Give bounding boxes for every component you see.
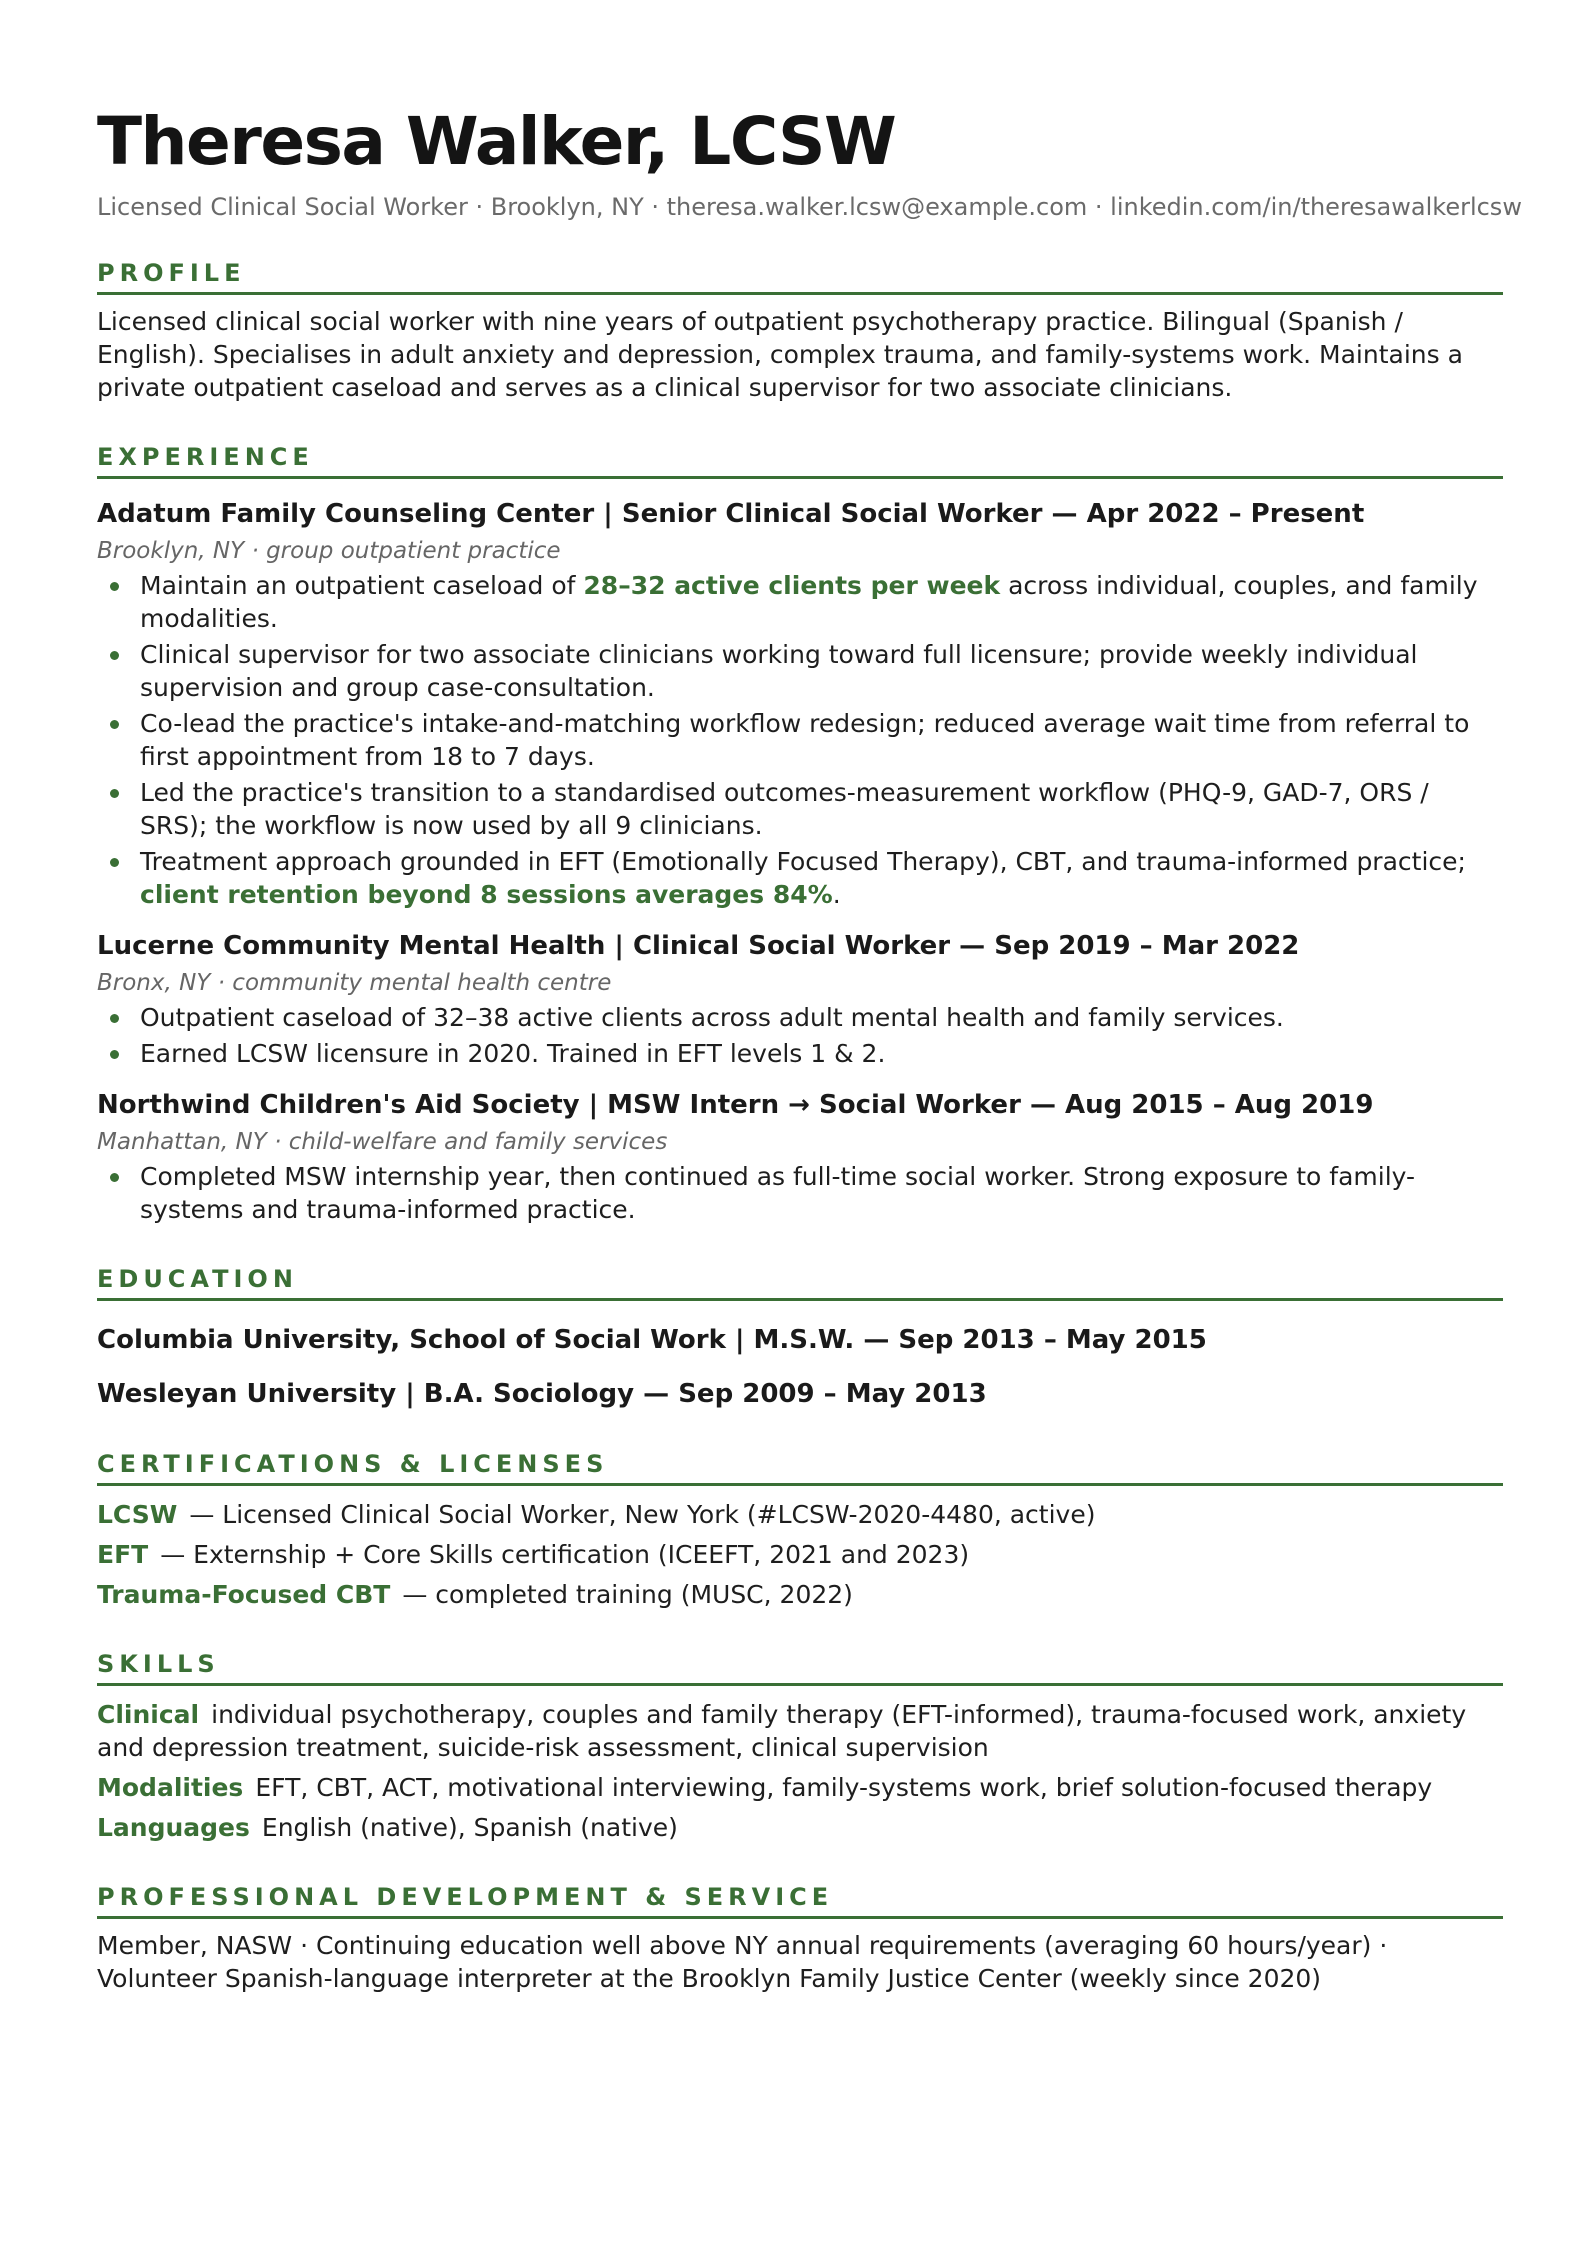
bullet-dot-icon — [110, 720, 119, 729]
certification-item — [97, 1578, 1503, 1611]
bullet-dot-icon — [110, 789, 119, 798]
experience-section — [97, 442, 1503, 1226]
section-title-experience: EXPERIENCE — [97, 442, 1503, 479]
skill-value: EFT, CBT, ACT, motivational interviewing, family-systems work, brief solution-focused therapy — [255, 1773, 1433, 1802]
candidate-name: Theresa Walker, LCSW — [97, 103, 896, 180]
profile-text: Licensed clinical social worker with nine years of outpatient psychotherapy practice. Bilingual (Spanish / English). Specialises in adult anxiety and depression, complex trauma, and family-systems work. Maintains a private outpatient caseload and serves as a clinical supervisor for two associate clinicians. — [97, 307, 1463, 402]
education-item: Columbia University, School of Social Work | M.S.W. — Sep 2013 – May 2015 — [97, 1325, 1207, 1355]
job-bullets — [97, 569, 1503, 911]
skill-key: Modalities — [97, 1773, 244, 1802]
job-heading: Northwind Children's Aid Society | MSW Intern → Social Worker — Aug 2015 – Aug 2019 — [97, 1090, 1374, 1120]
job-entry — [97, 929, 1503, 1070]
bullet-dot-icon — [110, 858, 119, 867]
bullet-text: Co-lead the practice's intake-and-matching workflow redesign; reduced average wait time from referral to first appointment from 18 to 7 days. — [140, 709, 1470, 771]
bullet-dot-icon — [110, 1014, 119, 1023]
bullet-text: Outpatient caseload of 32–38 active clients across adult mental health and family services. — [140, 1003, 1284, 1032]
bullet-item — [97, 1160, 1503, 1226]
bullet-text: Completed MSW internship year, then continued as full-time social worker. Strong exposure to family-systems and trauma-informed practice. — [140, 1162, 1416, 1224]
bullet-text: Treatment approach grounded in EFT (Emotionally Focused Therapy), CBT, and trauma-informed practice; — [140, 847, 1466, 876]
certification-value: — Externship + Core Skills certification (ICEEFT, 2021 and 2023) — [160, 1540, 970, 1569]
certification-item — [97, 1538, 1503, 1571]
certification-key: LCSW — [97, 1500, 178, 1529]
bullet-highlight: 28–32 active clients per week — [583, 571, 1001, 600]
bullet-dot-icon — [110, 582, 119, 591]
skill-key: Clinical — [97, 1700, 200, 1729]
bullet-text: Maintain an outpatient caseload of — [140, 571, 584, 600]
section-title-certifications: CERTIFICATIONS & LICENSES — [97, 1449, 1503, 1486]
resume-page — [97, 98, 1522, 1995]
bullet-item — [97, 845, 1503, 911]
skill-item — [97, 1771, 1503, 1804]
education-section — [97, 1264, 1503, 1411]
section-title-development: PROFESSIONAL DEVELOPMENT & SERVICE — [97, 1882, 1503, 1919]
skill-item — [97, 1811, 1503, 1844]
job-bullets — [97, 1001, 1503, 1070]
bullet-text: Led the practice's transition to a standardised outcomes-measurement workflow (PHQ-9, GAD-7, ORS / SRS); the workflow is now used by all 9 clinicians. — [140, 778, 1429, 840]
skills-section — [97, 1649, 1503, 1844]
bullet-item — [97, 1001, 1503, 1034]
bullet-item — [97, 638, 1503, 704]
job-entry — [97, 497, 1503, 911]
certification-key: EFT — [97, 1540, 149, 1569]
bullet-item — [97, 1037, 1503, 1070]
education-item: Wesleyan University | B.A. Sociology — Sep 2009 – May 2013 — [97, 1379, 987, 1409]
skill-value: individual psychotherapy, couples and family therapy (EFT-informed), trauma-focused work, anxiety and depression treatment, suicide-risk assessment, clinical supervision — [97, 1700, 1467, 1762]
bullet-dot-icon — [110, 1173, 119, 1182]
certifications-section — [97, 1449, 1503, 1611]
section-title-education: EDUCATION — [97, 1264, 1503, 1301]
bullet-item — [97, 776, 1503, 842]
job-location: Manhattan, NY · child-welfare and family services — [97, 1129, 668, 1155]
job-heading: Lucerne Community Mental Health | Clinical Social Worker — Sep 2019 – Mar 2022 — [97, 931, 1300, 961]
section-title-profile: PROFILE — [97, 258, 1503, 295]
bullet-dot-icon — [110, 651, 119, 660]
bullet-text: Earned LCSW licensure in 2020. Trained in EFT levels 1 & 2. — [140, 1039, 886, 1068]
bullet-item — [97, 569, 1503, 635]
section-title-skills: SKILLS — [97, 1649, 1503, 1686]
skill-value: English (native), Spanish (native) — [261, 1813, 678, 1842]
certification-value: — completed training (MUSC, 2022) — [402, 1580, 853, 1609]
bullet-highlight: client retention beyond 8 sessions averages 84% — [140, 880, 833, 909]
development-section — [97, 1882, 1503, 1995]
certification-value: — Licensed Clinical Social Worker, New York (#LCSW-2020-4480, active) — [189, 1500, 1096, 1529]
bullet-text: Clinical supervisor for two associate clinicians working toward full licensure; provide weekly individual supervision and group case-consultation. — [140, 640, 1418, 702]
job-heading: Adatum Family Counseling Center | Senior Clinical Social Worker — Apr 2022 – Present — [97, 499, 1365, 529]
bullet-text-end: across individual, couples, and family modalities. — [140, 571, 1478, 633]
bullet-item — [97, 707, 1503, 773]
skill-item — [97, 1698, 1503, 1764]
job-location: Bronx, NY · community mental health centre — [97, 970, 612, 996]
job-entry — [97, 1088, 1503, 1226]
bullet-text-end: . — [832, 880, 841, 909]
job-bullets — [97, 1160, 1503, 1226]
bullet-dot-icon — [110, 1050, 119, 1059]
contact-line: Licensed Clinical Social Worker · Brooklyn, NY · theresa.walker.lcsw@example.com · linkedin.com/in/theresawalkerlcsw — [97, 193, 1522, 221]
certification-key: Trauma-Focused CBT — [97, 1580, 391, 1609]
certification-item — [97, 1498, 1503, 1531]
skill-key: Languages — [97, 1813, 250, 1842]
profile-section — [97, 258, 1503, 404]
job-location: Brooklyn, NY · group outpatient practice — [97, 538, 561, 564]
development-text: Member, NASW · Continuing education well above NY annual requirements (averaging 60 hours/year) · Volunteer Spanish-language interpreter at the Brooklyn Family Justice Center (weekly since 2020) — [97, 1931, 1388, 1993]
